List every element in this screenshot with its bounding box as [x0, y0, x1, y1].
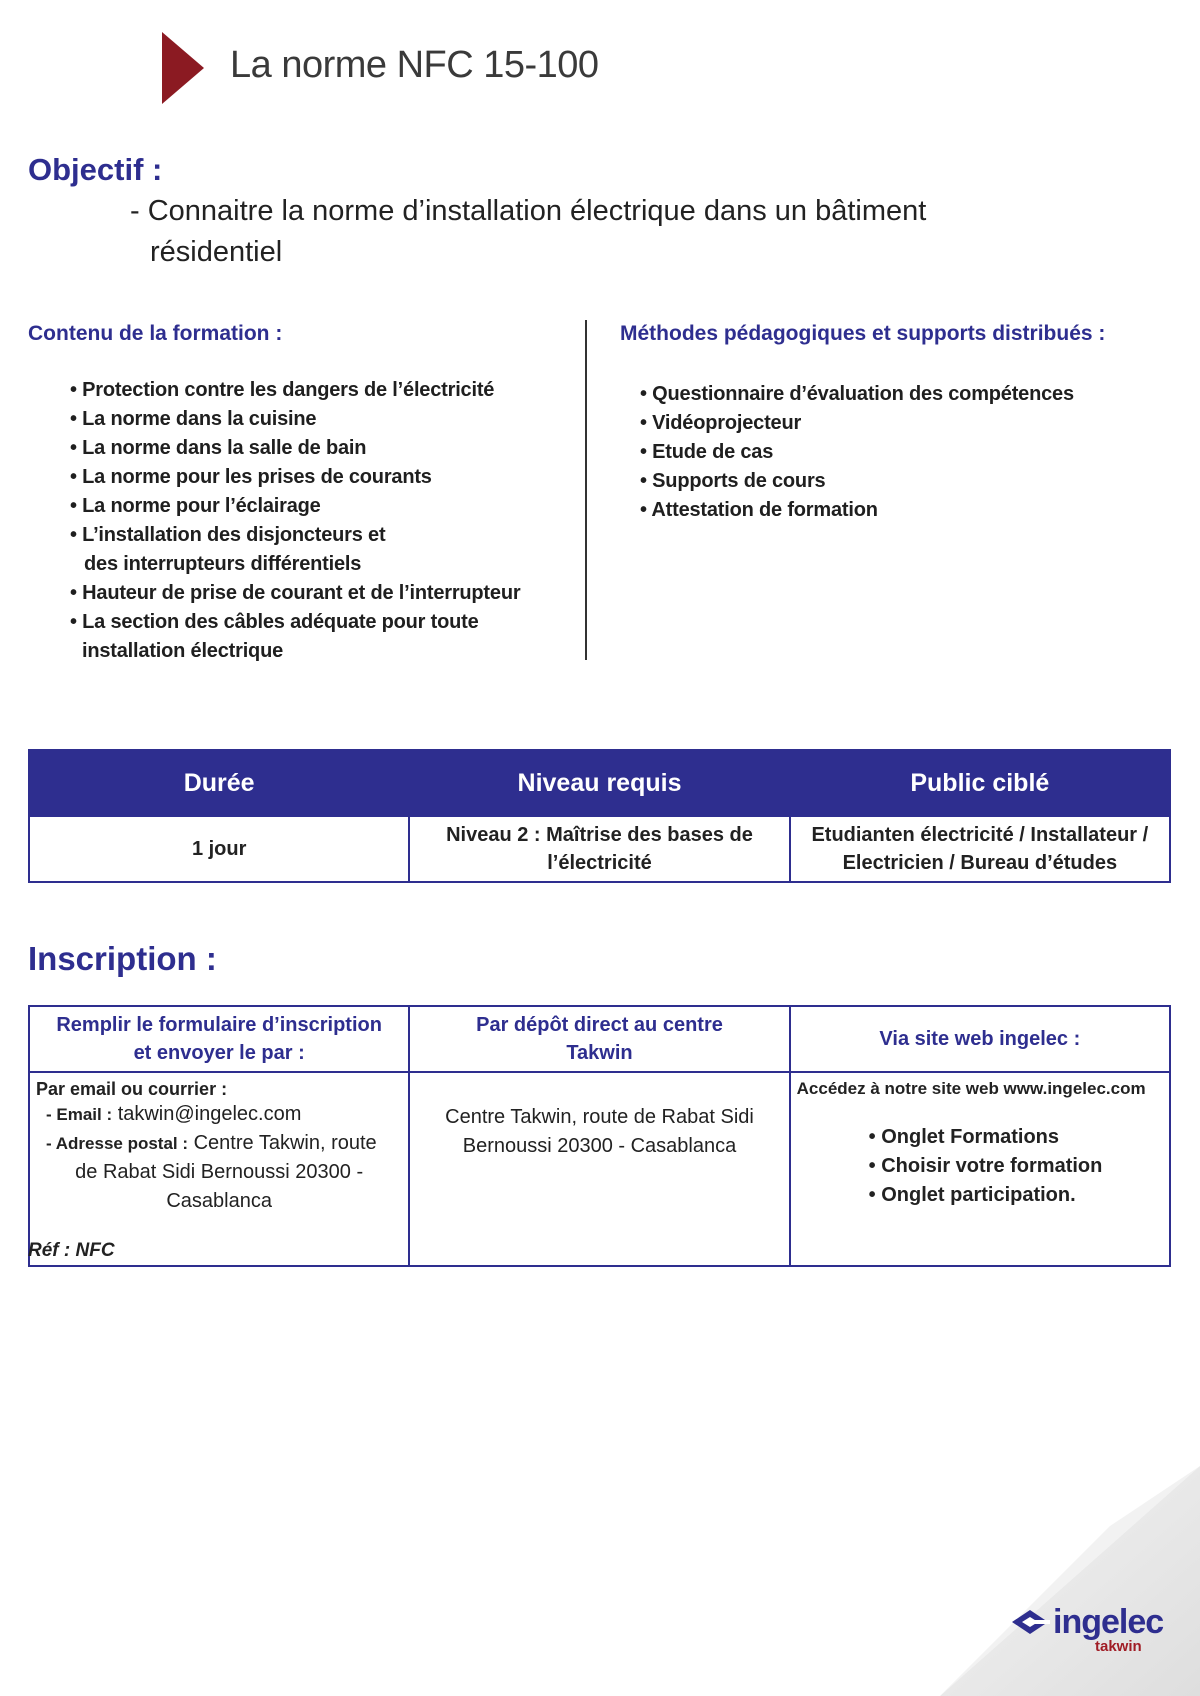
- list-item: • Vidéoprojecteur: [640, 412, 802, 434]
- address-line: Casablanca: [166, 1190, 272, 1212]
- page-title: La norme NFC 15-100: [230, 44, 599, 86]
- reference-code: Réf : NFC: [28, 1240, 115, 1261]
- list-item: • Choisir votre formation: [868, 1155, 1103, 1177]
- list-item: • Supports de cours: [640, 470, 826, 492]
- inscription-header-web: Via site web ingelec :: [790, 1006, 1170, 1072]
- duree-cell: 1 jour: [29, 816, 409, 882]
- email-link[interactable]: takwin@ingelec.com: [117, 1103, 302, 1125]
- inscription-header-formulaire: [29, 1006, 409, 1072]
- public-line: Etudianten électricité / Installateur /: [811, 824, 1149, 846]
- public-cell: [790, 816, 1170, 882]
- objectif-text-line2: résidentiel: [150, 236, 283, 268]
- inscription-table: [28, 1005, 1171, 1267]
- page-corner-decoration: [900, 1466, 1200, 1696]
- email-label: - Email :: [46, 1105, 113, 1124]
- header-line: Par dépôt direct au centre: [476, 1014, 723, 1036]
- list-item: • Attestation de formation: [640, 499, 878, 521]
- list-item-continuation: des interrupteurs différentiels: [84, 553, 362, 575]
- header-line: Takwin: [566, 1042, 633, 1064]
- inscription-cell-depot: [409, 1072, 789, 1266]
- inscription-header-depot: [409, 1006, 789, 1072]
- header-line: et envoyer le par :: [133, 1042, 305, 1064]
- niveau-line: l’électricité: [547, 852, 652, 874]
- list-item: • Protection contre les dangers de l’électricité: [70, 379, 495, 401]
- list-item: • Questionnaire d’évaluation des compétences: [640, 383, 1074, 405]
- list-item: • La norme pour les prises de courants: [70, 466, 432, 488]
- table-header-niveau: Niveau requis: [409, 750, 789, 816]
- list-item: • La norme dans la salle de bain: [70, 437, 367, 459]
- web-steps-list: [797, 1123, 1163, 1210]
- public-line: Electricien / Bureau d’études: [842, 852, 1118, 874]
- objectif-text-line1: - Connaitre la norme d’installation électrique dans un bâtiment: [130, 195, 927, 227]
- list-item: • Hauteur de prise de courant et de l’interrupteur: [70, 582, 521, 604]
- list-item-continuation: installation électrique: [82, 640, 284, 662]
- niveau-cell: [409, 816, 789, 882]
- table-header-duree: Durée: [29, 750, 409, 816]
- logo-name: ingelec: [1053, 1603, 1164, 1641]
- address-value: Centre Takwin, route: [193, 1132, 377, 1154]
- depot-line: Centre Takwin, route de Rabat Sidi: [445, 1106, 754, 1128]
- methodes-list: [640, 380, 1074, 525]
- list-item: • L’installation des disjoncteurs et: [70, 524, 386, 546]
- methodes-heading: Méthodes pédagogiques et supports distribués :: [620, 322, 1106, 345]
- email-courrier-title: Par email ou courrier :: [36, 1079, 228, 1099]
- objectif-heading: Objectif :: [28, 152, 163, 187]
- list-item: • La section des câbles adéquate pour toute: [70, 611, 479, 633]
- list-item: • Onglet participation.: [868, 1184, 1076, 1206]
- address-label: - Adresse postal :: [46, 1134, 189, 1153]
- list-item: • La norme dans la cuisine: [70, 408, 317, 430]
- info-table: [28, 749, 1171, 883]
- list-item: • La norme pour l’éclairage: [70, 495, 321, 517]
- inscription-heading: Inscription :: [28, 940, 217, 977]
- contenu-list: [70, 376, 520, 666]
- column-divider: [585, 320, 587, 660]
- list-item: • Onglet Formations: [868, 1126, 1059, 1148]
- depot-line: Bernoussi 20300 - Casablanca: [462, 1135, 737, 1157]
- contenu-heading: Contenu de la formation :: [28, 322, 283, 345]
- inscription-cell-formulaire: [29, 1072, 409, 1266]
- niveau-line: Niveau 2 : Maîtrise des bases de: [446, 824, 753, 846]
- title-arrow-icon: [162, 32, 204, 104]
- table-header-public: Public ciblé: [790, 750, 1170, 816]
- logo-subname: takwin: [1095, 1638, 1142, 1655]
- website-text[interactable]: Accédez à notre site web www.ingelec.com: [796, 1079, 1146, 1098]
- list-item: • Etude de cas: [640, 441, 774, 463]
- header-line: Remplir le formulaire d’inscription: [56, 1014, 382, 1036]
- address-line: de Rabat Sidi Bernoussi 20300 -: [75, 1161, 364, 1183]
- inscription-cell-web: [790, 1072, 1170, 1266]
